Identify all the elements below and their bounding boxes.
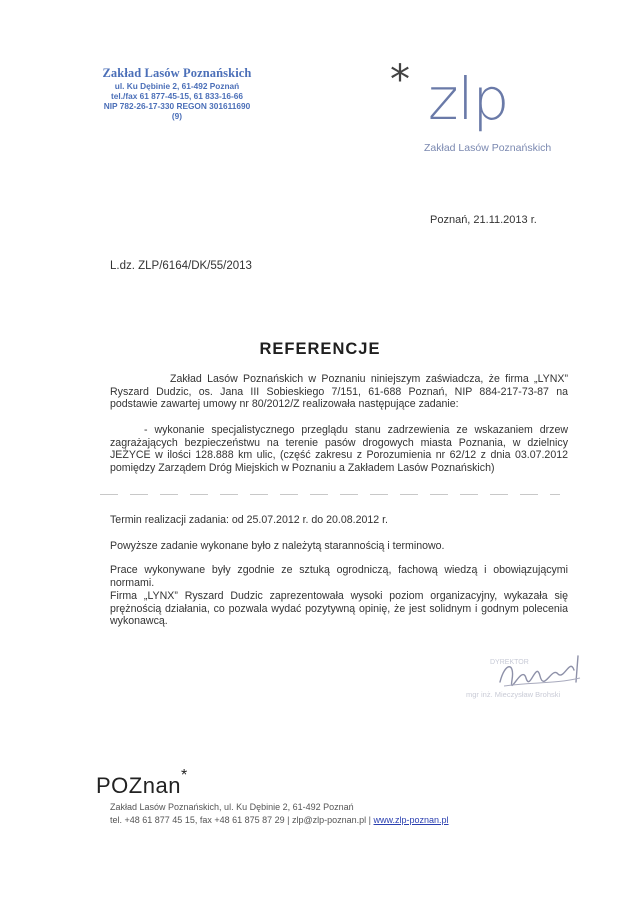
stamp-nip-regon: NIP 782-26-17-330 REGON 301611690 xyxy=(103,101,251,111)
signature-block xyxy=(460,652,600,712)
completion-paragraph: Powyższe zadanie wykonane było z należytą starannością i terminowo. xyxy=(110,540,445,552)
logo-star-icon: * xyxy=(390,57,410,103)
stamp-number: (9) xyxy=(171,111,183,121)
reference-number: L.dz. ZLP/6164/DK/55/2013 xyxy=(110,260,252,272)
poznan-logo xyxy=(96,767,188,799)
fold-line xyxy=(100,494,560,495)
term-paragraph: Termin realizacji zadania: od 25.07.2012 r. do 20.08.2012 r. xyxy=(110,514,388,526)
task-paragraph: - wykonanie specjalistycznego przeglądu stanu zadrzewienia ze wskazaniem drzew zagrażających bezpieczeństwu na terenie pasów drogowych miasta Poznania, w dzielnicy JEŻYCE w ilości 128.888 km ulic, (część zakresu z Porozumienia nr 62/12 z dnia 03.07.2012 pomiędzy Zarządem Dróg Miejskich w Poznaniu a Zakładem Lasów Poznańskich) xyxy=(110,424,568,474)
footer-address: Zakład Lasów Poznańskich, ul. Ku Dębinie 2, 61-492 Poznań xyxy=(110,802,354,812)
handwritten-signature xyxy=(460,652,600,692)
zlp-logo xyxy=(388,57,588,162)
poznan-star-icon: * xyxy=(180,767,188,784)
stamp-phone: tel./fax 61 877-45-15, 61 833-16-66 xyxy=(111,91,243,101)
firm-paragraph: Firma „LYNX” Ryszard Dudzic zaprezentowała wysoki poziom organizacyjny, wykazała się prężnością działania, co pozwala wydać pozytywną opinię, że jest solidnym i godnym polecenia wykonawcą. xyxy=(110,590,568,628)
poznan-wordmark: POZnan xyxy=(96,773,181,798)
logo-subtitle: Zakład Lasów Poznańskich xyxy=(424,142,552,154)
signature-caption: mgr inż. Mieczysław Brohski xyxy=(466,690,561,699)
letter-date: Poznań, 21.11.2013 r. xyxy=(430,214,537,226)
stamp-title: Zakład Lasów Poznańskich xyxy=(102,66,252,80)
footer-contact-text: tel. +48 61 877 45 15, fax +48 61 875 87 29 | zlp@zlp-poznan.pl | xyxy=(110,815,374,825)
footer-website-link[interactable]: www.zlp-poznan.pl xyxy=(373,815,449,825)
stamp-address: ul. Ku Dębinie 2, 61-492 Poznań xyxy=(114,81,240,91)
footer-contact xyxy=(110,815,449,825)
signature-stamp-label: DYREKTOR xyxy=(490,659,529,666)
logo-wordmark: zlp xyxy=(428,65,509,133)
letter-heading: REFERENCJE xyxy=(259,340,381,358)
company-stamp xyxy=(82,66,272,121)
works-paragraph: Prace wykonywane były zgodnie ze sztuką ogrodniczą, fachową wiedzą i obowiązującymi normami. xyxy=(110,564,568,589)
intro-paragraph: Zakład Lasów Poznańskich w Poznaniu niniejszym zaświadcza, że firma „LYNX” Ryszard Dudzic, os. Jana III Sobieskiego 7/151, 61-688 Poznań, NIP 884-217-73-87 na podstawie zawartej umowy nr 80/2012/Z realizowała następujące zadanie: xyxy=(110,373,568,411)
